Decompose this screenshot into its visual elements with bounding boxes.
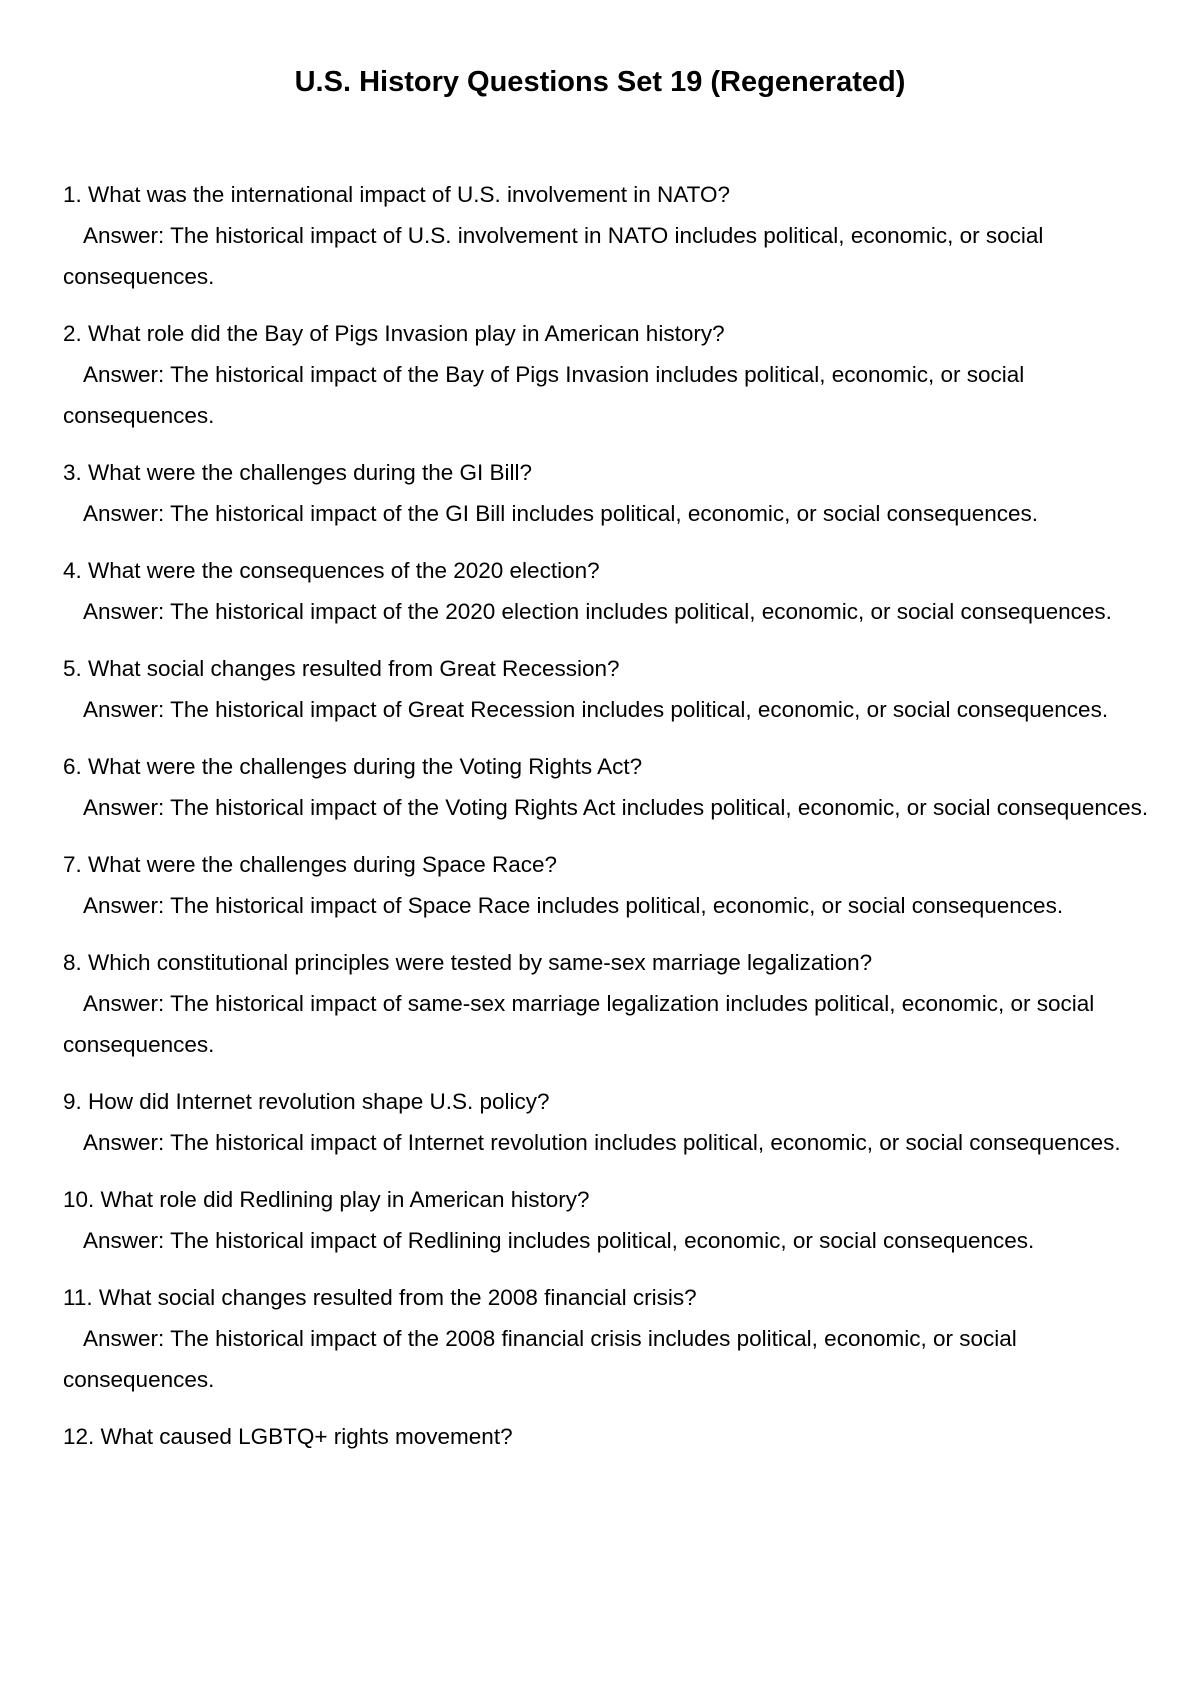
list-item [63,313,1153,436]
list-item [63,1179,1153,1261]
list-item [63,550,1153,632]
question-text: 3. What were the challenges during the GI Bill? [63,460,533,485]
answer-text: Answer: The historical impact of the 2020 election includes political, economic, or social consequences. [83,599,1112,624]
list-item [63,844,1153,926]
answer-text: Answer: The historical impact of the Bay of Pigs Invasion includes political, economic, or social consequences. [63,362,1025,428]
page-title: U.S. History Questions Set 19 (Regenerated) [294,66,906,98]
answer-text: Answer: The historical impact of Space Race includes political, economic, or social consequences. [83,893,1064,918]
question-text: 7. What were the challenges during Space Race? [63,852,558,877]
question-text: 5. What social changes resulted from Great Recession? [63,656,620,681]
question-text: 6. What were the challenges during the Voting Rights Act? [63,754,643,779]
question-list [63,174,1153,1473]
list-item [63,1416,1153,1457]
list-item [63,1277,1153,1400]
list-item [63,648,1153,730]
list-item [63,174,1153,297]
question-text: 4. What were the consequences of the 2020 election? [63,558,600,583]
answer-text: Answer: The historical impact of U.S. involvement in NATO includes political, economic, or social consequences. [63,223,1044,289]
answer-text: Answer: The historical impact of Great Recession includes political, economic, or social consequences. [83,697,1109,722]
answer-text: Answer: The historical impact of the GI Bill includes political, economic, or social consequences. [83,501,1039,526]
answer-text: Answer: The historical impact of the 2008 financial crisis includes political, economic, or social consequences. [63,1326,1017,1392]
question-text: 11. What social changes resulted from the 2008 financial crisis? [63,1285,697,1310]
question-text: 12. What caused LGBTQ+ rights movement? [63,1424,513,1449]
answer-text: Answer: The historical impact of Redlining includes political, economic, or social consequences. [83,1228,1035,1253]
answer-text: Answer: The historical impact of same-sex marriage legalization includes political, economic, or social consequences. [63,991,1095,1057]
list-item [63,1081,1153,1163]
question-text: 2. What role did the Bay of Pigs Invasion play in American history? [63,321,725,346]
question-text: 10. What role did Redlining play in American history? [63,1187,590,1212]
list-item [63,746,1153,828]
answer-text: Answer: The historical impact of the Voting Rights Act includes political, economic, or social consequences. [83,795,1149,820]
answer-text: Answer: The historical impact of Internet revolution includes political, economic, or social consequences. [83,1130,1121,1155]
list-item [63,452,1153,534]
list-item [63,942,1153,1065]
question-text: 8. Which constitutional principles were tested by same-sex marriage legalization? [63,950,873,975]
question-text: 9. How did Internet revolution shape U.S. policy? [63,1089,550,1114]
question-text: 1. What was the international impact of U.S. involvement in NATO? [63,182,730,207]
